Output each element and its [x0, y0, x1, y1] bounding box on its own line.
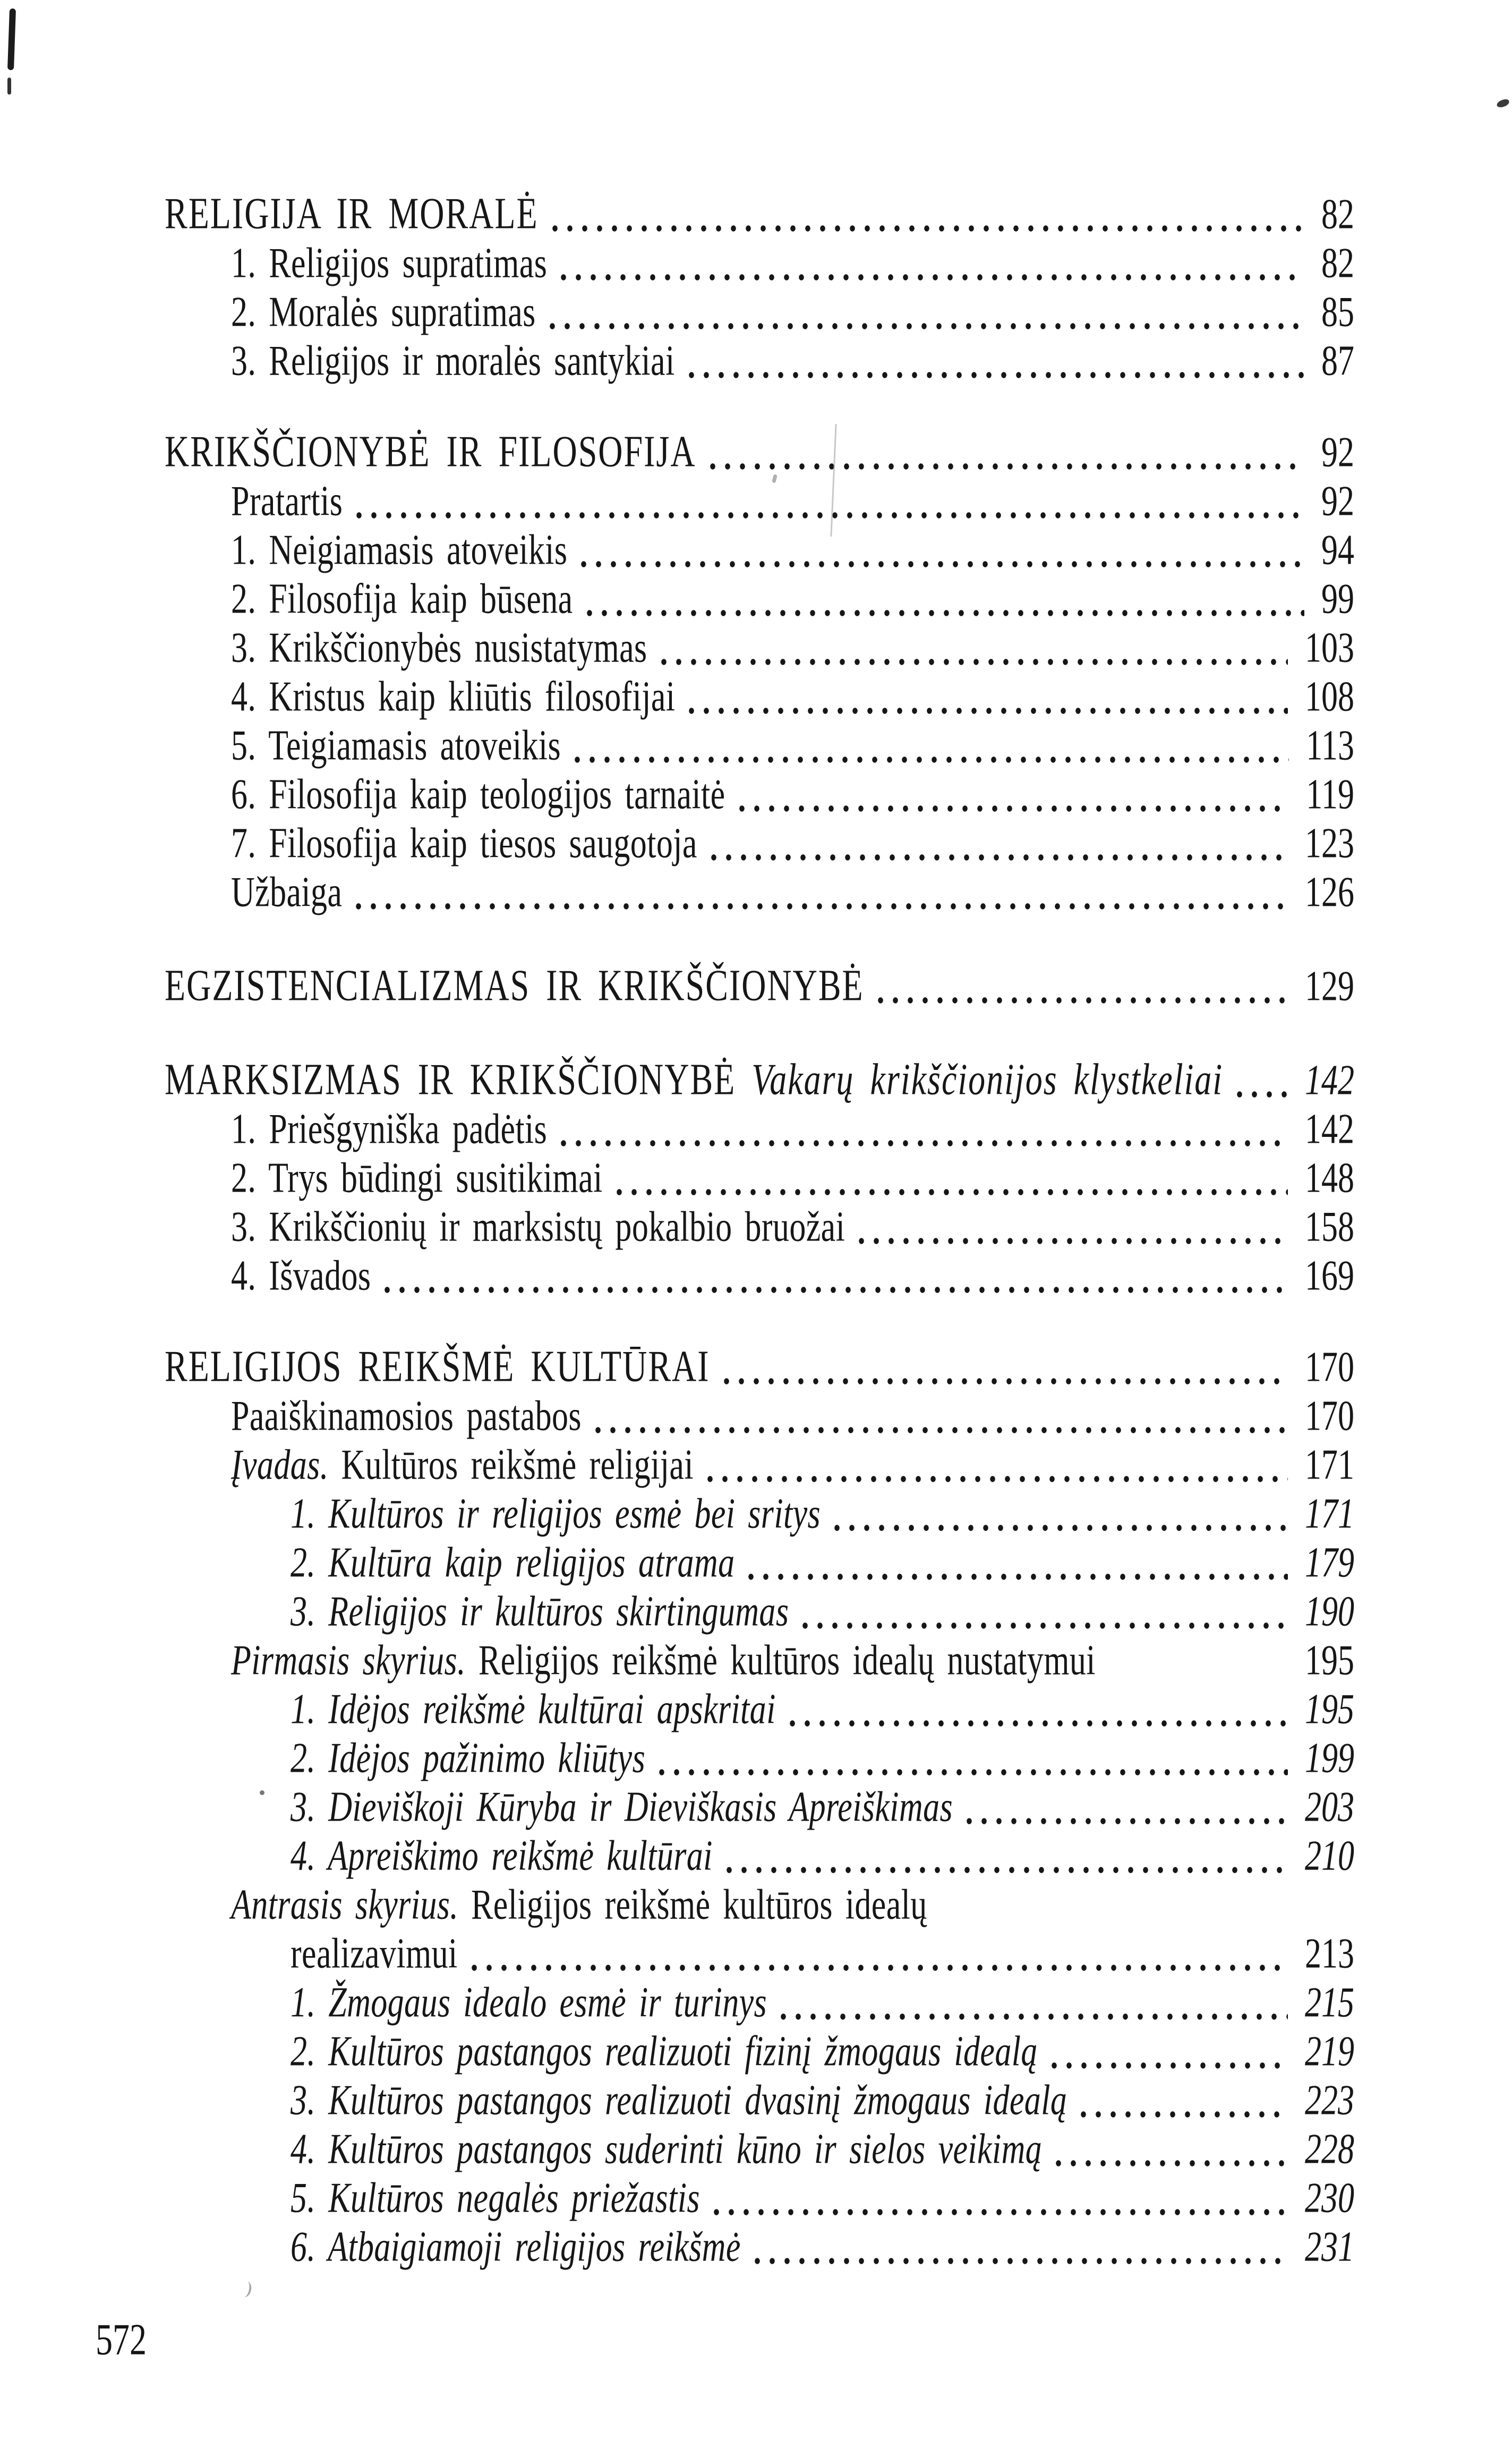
toc-entry-title-segment: Religijos reikšmė kultūros idealų — [458, 1881, 927, 1928]
table-of-contents — [165, 187, 1354, 2271]
dotted-leader — [780, 1992, 1289, 2024]
dotted-leader — [709, 442, 1305, 474]
toc-entry-row — [165, 1829, 1354, 1880]
toc-entry-title — [291, 2079, 1067, 2122]
folio-page-number: 572 — [96, 2315, 147, 2364]
dotted-leader — [723, 1357, 1289, 1389]
toc-entry-page-number: 215 — [1305, 1979, 1354, 2026]
scan-artifact-edge-mark — [7, 9, 16, 70]
toc-entry-page-number: 108 — [1305, 673, 1354, 720]
toc-entry-title-segment: Įvadas. — [231, 1441, 329, 1489]
dotted-leader — [706, 1455, 1289, 1486]
toc-entry-title-segment: 4. Išvados — [231, 1252, 371, 1299]
scan-artifact-curl — [238, 2280, 253, 2298]
toc-entry-row — [165, 474, 1354, 523]
toc-entry-page-number: 213 — [1305, 1930, 1354, 1977]
toc-entry-row — [165, 865, 1354, 914]
toc-entry-row — [165, 2024, 1354, 2073]
toc-entry-page-number: 228 — [1305, 2126, 1354, 2173]
toc-entry-title — [231, 1639, 1096, 1682]
toc-entry-title-segment: RELIGIJOS REIKŠMĖ KULTŪRAI — [165, 1341, 710, 1391]
toc-entry-page-number: 195 — [1305, 1637, 1354, 1684]
toc-entry-page-number: 85 — [1321, 288, 1354, 336]
toc-entry-row — [165, 621, 1354, 672]
toc-section-heading-row — [165, 187, 1354, 236]
toc-entry-row — [165, 334, 1354, 383]
toc-entry-row — [165, 1248, 1354, 1297]
dotted-leader — [1055, 2139, 1289, 2171]
toc-entry-page-number: 203 — [1305, 1783, 1354, 1831]
dotted-leader — [877, 976, 1289, 1008]
toc-entry-title — [291, 1737, 645, 1780]
toc-entry-title — [291, 1590, 789, 1633]
toc-entry-title-segment: Paaiškinamosios pastabos — [231, 1392, 582, 1440]
toc-entry-row — [165, 718, 1354, 767]
scan-artifact-top-right-speck — [1496, 98, 1510, 108]
dotted-leader — [549, 302, 1305, 334]
toc-entry-title — [291, 2030, 1038, 2073]
toc-entry-title — [291, 1832, 713, 1880]
toc-entry-page-number: 94 — [1321, 526, 1354, 574]
toc-entry-title-segment: 1. Idėjos reikšmė kultūrai apskritai — [291, 1686, 776, 1733]
toc-entry-row — [165, 816, 1354, 865]
toc-entry-title — [231, 675, 675, 718]
toc-entry-title-segment: 6. Filosofija kaip teologijos tarnaitė — [231, 771, 725, 818]
toc-entry-page-number: 170 — [1305, 1344, 1354, 1391]
toc-entry-title — [291, 2174, 700, 2222]
toc-entry-row — [165, 767, 1354, 816]
toc-entry-page-number: 223 — [1305, 2077, 1354, 2124]
toc-entry-row — [165, 1975, 1354, 2024]
toc-entry-title-segment: 1. Religijos supratimas — [231, 240, 548, 287]
dotted-leader — [551, 204, 1305, 236]
dotted-leader — [658, 1748, 1289, 1780]
toc-entry-title-segment: MARKSIZMAS IR KRIKŠČIONYBĖ — [165, 1055, 752, 1104]
toc-entry-title — [231, 1441, 694, 1489]
toc-entry-title — [231, 624, 647, 672]
toc-entry-row — [165, 1102, 1354, 1151]
toc-entry-row — [165, 2171, 1354, 2220]
dotted-leader — [355, 882, 1289, 914]
dotted-leader — [355, 491, 1305, 523]
toc-entry-page-number: 148 — [1305, 1154, 1354, 1202]
toc-entry-page-number: 92 — [1321, 429, 1354, 476]
toc-entry-row — [165, 1200, 1354, 1251]
dotted-leader — [789, 1699, 1289, 1731]
toc-entry-title — [291, 1492, 821, 1535]
toc-entry-title-segment: 2. Filosofija kaip būsena — [231, 575, 573, 623]
toc-entry-row — [165, 1926, 1354, 1975]
toc-entry-title-segment: RELIGIJA IR MORALĖ — [165, 189, 539, 238]
toc-entry-page-number: 126 — [1305, 869, 1354, 916]
toc-entry-page-number: 123 — [1305, 820, 1354, 867]
toc-entry-page-number: 119 — [1306, 771, 1354, 818]
toc-entry-title-segment: Pratartis — [231, 478, 343, 525]
toc-entry-title-segment: 3. Religijos ir moralės santykiai — [231, 337, 675, 385]
toc-entry-row — [165, 572, 1354, 621]
toc-entry-page-number: 210 — [1305, 1832, 1354, 1880]
toc-entry-title — [165, 961, 864, 1010]
toc-entry-page-number: 99 — [1321, 575, 1354, 623]
toc-entry-title — [231, 724, 561, 767]
toc-entry-title-segment: Kultūros reikšmė religijai — [328, 1441, 694, 1489]
dotted-leader — [471, 1943, 1289, 1975]
toc-entry-row — [165, 1389, 1354, 1438]
toc-entry-title — [231, 339, 675, 383]
dotted-leader — [660, 638, 1289, 669]
toc-entry-title — [231, 288, 536, 336]
toc-entry-title — [291, 1783, 953, 1831]
toc-entry-title-segment: 1. Kultūros ir religijos esmė bei sritys — [291, 1490, 821, 1537]
toc-entry-title-segment: 3. Religijos ir kultūros skirtingumas — [291, 1588, 789, 1635]
toc-entry-title — [231, 822, 697, 865]
toc-entry-title-segment: 5. Kultūros negalės priežastis — [291, 2174, 700, 2222]
toc-entry-row — [165, 1535, 1354, 1584]
toc-entry-row — [165, 2220, 1354, 2271]
toc-entry-page-number: 231 — [1305, 2223, 1354, 2271]
toc-entry-title — [291, 2223, 741, 2271]
toc-entry-title-segment: 2. Moralės supratimas — [231, 288, 536, 336]
toc-entry-title-segment: Užbaiga — [231, 869, 343, 916]
toc-entry-title-segment: 2. Kultūros pastangos realizuoti fizinį žmogaus idealą — [291, 2028, 1038, 2075]
toc-entry-row — [165, 285, 1354, 334]
dotted-leader — [754, 2237, 1289, 2268]
toc-entry-title — [291, 1541, 734, 1584]
toc-section-heading-row — [165, 425, 1354, 474]
toc-entry-title-segment: 3. Krikščionių ir marksistų pokalbio bruožai — [231, 1203, 845, 1251]
toc-entry-title-segment: 4. Apreiškimo reikšmė kultūrai — [291, 1832, 713, 1880]
dotted-leader — [738, 784, 1291, 816]
toc-entry-row — [165, 669, 1354, 718]
toc-entry-title-segment: realizavimui — [291, 1930, 458, 1977]
toc-entry-page-number: 82 — [1321, 191, 1354, 238]
dotted-leader — [858, 1217, 1289, 1248]
toc-entry-row — [165, 1486, 1354, 1535]
toc-entry-title — [231, 1203, 845, 1251]
toc-entry-title — [165, 1341, 710, 1391]
toc-entry-title — [165, 1055, 1224, 1104]
dotted-leader — [574, 735, 1290, 767]
toc-entry-title-segment: 2. Trys būdingi susitikimai — [231, 1154, 603, 1202]
dotted-leader — [1236, 1070, 1289, 1102]
dotted-leader — [1050, 2041, 1289, 2073]
toc-entry-row — [165, 1780, 1354, 1829]
toc-entry-page-number: 171 — [1305, 1490, 1354, 1537]
toc-entry-title-segment: 2. Idėjos pažinimo kliūtys — [291, 1735, 646, 1782]
dotted-leader — [725, 1846, 1289, 1877]
dotted-leader — [594, 1406, 1289, 1438]
dotted-leader — [1080, 2090, 1289, 2122]
toc-entry-title — [291, 1932, 458, 1975]
dotted-leader — [616, 1168, 1289, 1200]
toc-entry-row — [165, 2122, 1354, 2171]
toc-entry-page-number: 142 — [1305, 1057, 1354, 1104]
toc-entry-title — [231, 773, 725, 816]
toc-section-heading-row — [165, 1340, 1354, 1389]
toc-entry-title-segment: 1. Neigiamasis atoveikis — [231, 526, 568, 574]
toc-entry-row — [165, 236, 1354, 285]
toc-entry-page-number: 158 — [1305, 1203, 1354, 1251]
toc-entry-title-segment: KRIKŠČIONYBĖ IR FILOSOFIJA — [165, 427, 696, 476]
toc-entry-title-segment: Vakarų krikščionijos klystkeliai — [751, 1055, 1224, 1104]
toc-entry-row — [165, 1438, 1354, 1489]
toc-entry-page-number: 219 — [1305, 2028, 1354, 2075]
toc-section-heading-row — [165, 1053, 1354, 1102]
toc-entry-page-number: 195 — [1305, 1686, 1354, 1733]
toc-entry-title — [165, 427, 696, 476]
toc-section-heading-row — [165, 959, 1354, 1008]
toc-entry-page-number: 103 — [1305, 624, 1354, 672]
toc-entry-title — [231, 526, 568, 574]
toc-entry-page-number: 82 — [1321, 240, 1354, 287]
toc-entry-title-segment: 5. Teigiamasis atoveikis — [231, 722, 561, 769]
toc-entry-page-number: 129 — [1305, 963, 1354, 1010]
toc-entry-title-segment: 2. Kultūra kaip religijos atrama — [291, 1539, 735, 1586]
toc-entry-title-segment: 1. Priešgyniška padėtis — [231, 1106, 548, 1153]
dotted-leader — [586, 589, 1305, 621]
dotted-leader — [801, 1601, 1289, 1633]
toc-entry-title-segment: EGZISTENCIALIZMAS IR KRIKŠČIONYBĖ — [165, 961, 864, 1010]
leader-spacer — [1108, 1650, 1289, 1682]
toc-entry-title-segment: Religijos reikšmė kultūros idealų nustatymui — [465, 1637, 1096, 1684]
toc-entry-page-number: 179 — [1305, 1539, 1354, 1586]
toc-entry-row — [165, 1151, 1354, 1200]
dotted-leader — [833, 1503, 1289, 1535]
toc-entry-title — [165, 189, 539, 238]
toc-entry-title-segment: Pirmasis skyrius. — [231, 1637, 466, 1684]
toc-entry-page-number: 92 — [1321, 478, 1354, 525]
toc-entry-title-segment: 6. Atbaigiamoji religijos reikšmė — [291, 2223, 741, 2271]
toc-entry-row — [165, 1731, 1354, 1780]
toc-entry-page-number: 87 — [1321, 337, 1354, 385]
toc-entry-title-segment: 1. Žmogaus idealo esmė ir turinys — [291, 1979, 767, 2026]
toc-entry-title — [231, 1108, 547, 1151]
toc-entry-page-number: 169 — [1305, 1252, 1354, 1299]
dotted-leader — [688, 351, 1305, 383]
toc-entry-title-segment: Antrasis skyrius. — [231, 1881, 459, 1928]
toc-entry-title-segment: 4. Kultūros pastangos suderinti kūno ir sielos veikimą — [291, 2126, 1043, 2173]
toc-entry-title-segment: 7. Filosofija kaip tiesos saugotoja — [231, 820, 697, 867]
toc-entry-page-number: 199 — [1305, 1735, 1354, 1782]
toc-entry-row — [165, 1584, 1354, 1633]
toc-entry-title — [231, 1254, 371, 1297]
toc-entry-title-segment: 3. Dieviškoji Kūryba ir Dieviškasis Apreiškimas — [291, 1783, 953, 1831]
toc-entry-page-number: 190 — [1305, 1588, 1354, 1635]
toc-entry-title — [231, 1154, 603, 1202]
dotted-leader — [560, 1119, 1289, 1151]
toc-entry-title — [231, 242, 547, 285]
scan-artifact-edge-mark — [7, 78, 11, 95]
dotted-leader — [710, 833, 1289, 865]
toc-entry-title — [231, 577, 573, 621]
toc-entry-page-number: 230 — [1305, 2174, 1354, 2222]
toc-entry-page-number: 171 — [1305, 1441, 1354, 1489]
toc-entry-title-segment: 4. Kristus kaip kliūtis filosofijai — [231, 673, 676, 720]
toc-entry-row — [165, 1682, 1354, 1731]
toc-entry-title-segment: 3. Kultūros pastangos realizuoti dvasinį žmogaus idealą — [291, 2077, 1067, 2124]
toc-entry-title — [291, 1981, 767, 2024]
toc-entry-row — [165, 1877, 1354, 1926]
toc-entry-title — [291, 1688, 776, 1731]
toc-entry-row — [165, 523, 1354, 572]
toc-entry-title — [291, 2128, 1042, 2171]
toc-entry-title — [231, 1392, 582, 1440]
dotted-leader — [713, 2188, 1289, 2220]
dotted-leader — [383, 1265, 1289, 1297]
toc-entry-title — [231, 480, 343, 523]
toc-entry-page-number: 142 — [1305, 1106, 1354, 1153]
toc-entry-title — [231, 871, 342, 914]
toc-entry-title — [231, 1883, 927, 1926]
toc-entry-page-number: 170 — [1305, 1392, 1354, 1440]
toc-entry-row — [165, 2073, 1354, 2122]
dotted-leader — [747, 1552, 1289, 1584]
dotted-leader — [688, 686, 1289, 718]
dotted-leader — [580, 540, 1305, 572]
toc-entry-row — [165, 1633, 1354, 1682]
toc-entry-title-segment: 3. Krikščionybės nusistatymas — [231, 624, 647, 672]
toc-entry-page-number: 113 — [1306, 722, 1354, 769]
dotted-leader — [966, 1797, 1289, 1829]
dotted-leader — [560, 253, 1305, 285]
